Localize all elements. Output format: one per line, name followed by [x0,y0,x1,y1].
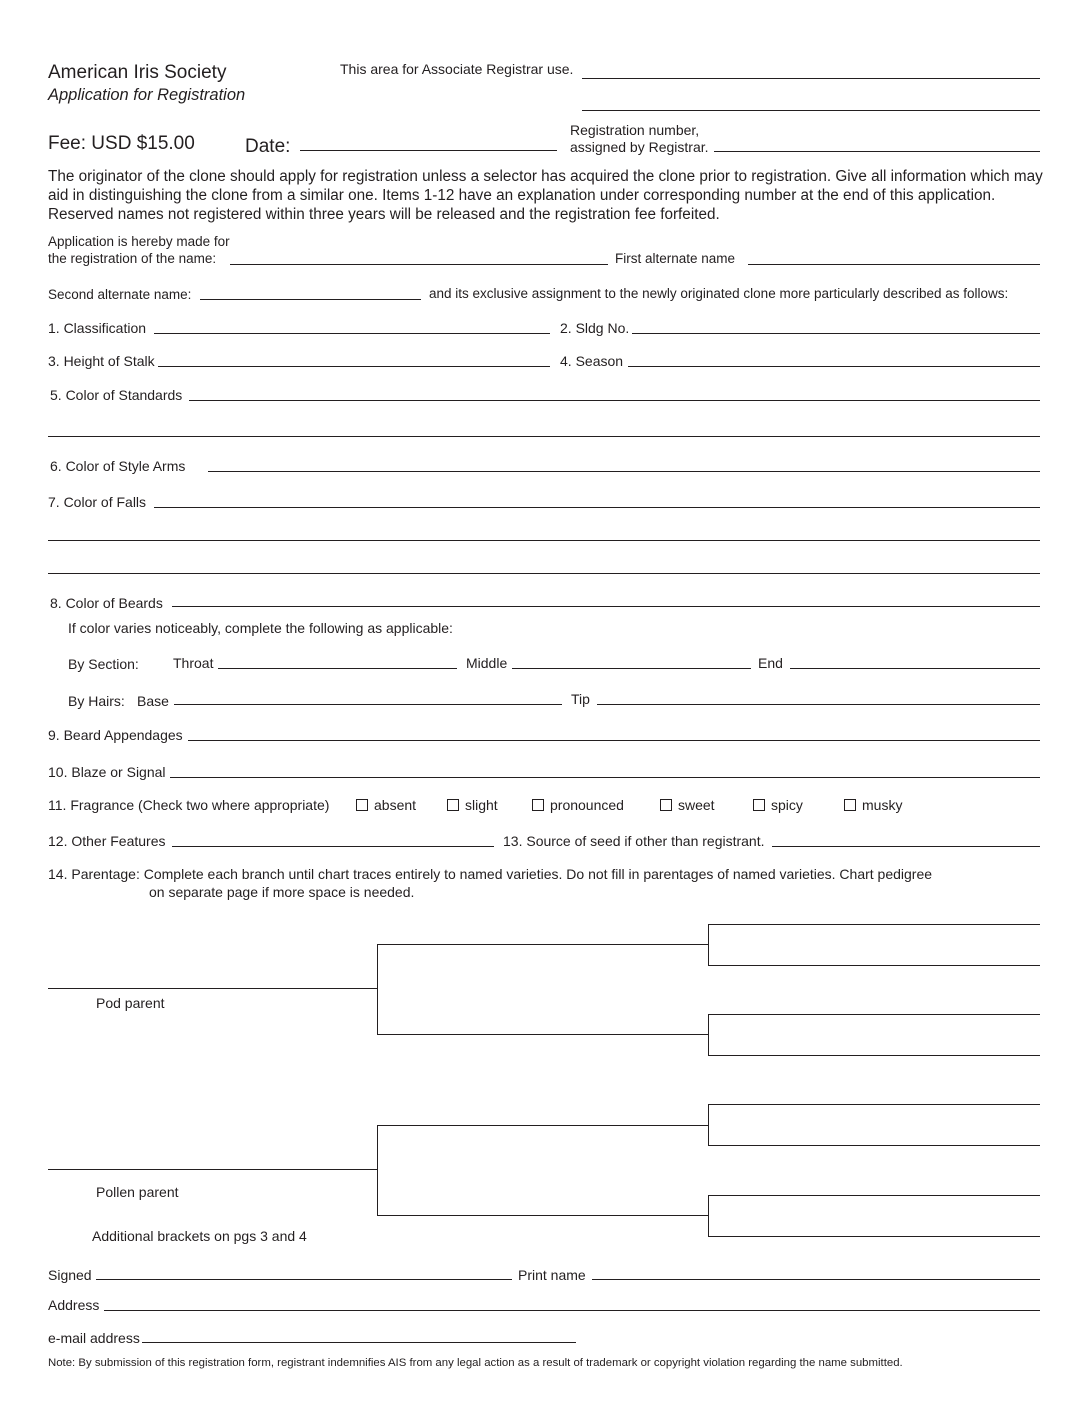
appendages-label: 9. Beard Appendages [48,727,183,743]
reg-number-label-1: Registration number, [570,122,700,138]
seed-source-field[interactable] [772,846,1040,847]
pollen-lower-line[interactable] [377,1215,709,1216]
season-label: 4. Season [560,353,624,369]
beards-label: 8. Color of Beards [50,595,163,611]
fee-label: Fee: USD $15.00 [48,133,195,154]
gp-line-2[interactable] [708,965,1040,966]
checkbox-spicy[interactable] [753,799,765,811]
fragrance-option-absent[interactable] [356,797,416,813]
option-label: spicy [771,797,803,813]
classification-field[interactable] [154,333,550,334]
pod-upper-bracket [708,924,709,965]
checkbox-musky[interactable] [844,799,856,811]
pollen-parent-line[interactable] [48,1169,378,1170]
pollen-bracket [377,1125,378,1215]
date-label: Date: [245,136,291,157]
height-field[interactable] [158,366,550,367]
standards-field-2[interactable] [48,436,1040,437]
blaze-field[interactable] [170,777,1040,778]
application-label-2: the registration of the name: [48,251,217,266]
parentage-label: 14. Parentage: Complete each branch until chart traces entirely to named varieties. Do not fill in parentages of named varieties. Chart pedigree [48,866,933,882]
sldg-no-field[interactable] [632,333,1040,334]
beards-note: If color varies noticeably, complete the following as applicable: [68,620,453,636]
sldg-no-label: 2. Sldg No. [560,320,630,336]
legal-note: Note: By submission of this registration form, registrant indemnifies AIS from any legal action as a result of trademark or copyright violation regarding the name submitted. [48,1357,903,1369]
gp-line-8[interactable] [708,1236,1040,1237]
option-label: sweet [678,797,715,813]
fragrance-label: 11. Fragrance (Check two where appropriate) [48,797,330,813]
checkbox-sweet[interactable] [660,799,672,811]
gp-line-6[interactable] [708,1145,1040,1146]
additional-brackets-note: Additional brackets on pgs 3 and 4 [92,1228,307,1244]
email-field[interactable] [142,1342,576,1343]
falls-field-2[interactable] [48,540,1040,541]
fragrance-option-sweet[interactable] [660,797,715,813]
by-hairs-label: By Hairs: [68,693,125,709]
reg-number-label-2: assigned by Registrar. [570,139,709,155]
gp-line-7[interactable] [708,1195,1040,1196]
season-field[interactable] [628,366,1040,367]
fragrance-option-pronounced[interactable] [532,797,624,813]
standards-label: 5. Color of Standards [50,387,183,403]
option-label: musky [862,797,903,813]
falls-label: 7. Color of Falls [48,494,147,510]
tip-label: Tip [571,691,590,707]
throat-field[interactable] [218,668,457,669]
pollen-lower-bracket [708,1195,709,1236]
fragrance-option-slight[interactable] [447,797,498,813]
first-alt-field[interactable] [748,264,1040,265]
classification-label: 1. Classification [48,320,147,336]
reg-number-field[interactable] [714,151,1040,152]
checkbox-slight[interactable] [447,799,459,811]
pod-bracket [377,944,378,1034]
standards-field[interactable] [189,400,1040,401]
date-field[interactable] [300,150,557,151]
blaze-label: 10. Blaze or Signal [48,764,166,780]
style-arms-field[interactable] [208,471,1040,472]
name-field[interactable] [230,264,608,265]
throat-label: Throat [173,655,214,671]
first-alt-label: First alternate name [615,251,736,266]
end-label: End [758,655,783,671]
gp-line-1[interactable] [708,924,1040,925]
gp-line-3[interactable] [708,1014,1040,1015]
fragrance-option-spicy[interactable] [753,797,803,813]
other-features-field[interactable] [172,846,494,847]
second-alt-field[interactable] [200,299,421,300]
fragrance-option-musky[interactable] [844,797,902,813]
end-field[interactable] [790,668,1040,669]
pollen-upper-bracket [708,1104,709,1145]
option-label: slight [465,797,498,813]
address-label: Address [48,1297,100,1313]
pollen-parent-label: Pollen parent [96,1184,179,1200]
intro-paragraph: The originator of the clone should apply for registration unless a selector has acquired the clone prior to registration. Give all information which may aid in distinguishing the clone from a similar one. Items 1-12 have an explanation under corresponding number at the end of this application. Reserved names not registered within three years will be released and the registration fee forfeited. [48,168,1043,223]
parentage-note: on separate page if more space is needed. [149,884,415,900]
signed-field[interactable] [96,1279,512,1280]
registrar-area-label: This area for Associate Registrar use. [340,61,574,77]
org-title: American Iris Society [48,62,227,83]
tip-field[interactable] [597,704,1040,705]
style-arms-label: 6. Color of Style Arms [50,458,186,474]
falls-field[interactable] [154,507,1040,508]
pod-lower-line[interactable] [377,1034,709,1035]
falls-field-3[interactable] [48,573,1040,574]
pod-upper-line[interactable] [377,944,709,945]
beards-field[interactable] [172,606,1040,607]
gp-line-4[interactable] [708,1055,1040,1056]
print-name-label: Print name [518,1267,586,1283]
assignment-text: and its exclusive assignment to the newly originated clone more particularly described as follows: [429,286,1009,301]
checkbox-absent[interactable] [356,799,368,811]
middle-label: Middle [466,655,508,671]
registrar-line-2[interactable] [582,110,1040,111]
other-features-label: 12. Other Features [48,833,166,849]
print-name-field[interactable] [592,1279,1040,1280]
base-field[interactable] [174,704,562,705]
option-label: absent [374,797,417,813]
checkbox-pronounced[interactable] [532,799,544,811]
gp-line-5[interactable] [708,1104,1040,1105]
pod-parent-label: Pod parent [96,995,165,1011]
email-label: e-mail address [48,1330,140,1346]
pollen-upper-line[interactable] [377,1125,709,1126]
by-section-label: By Section: [68,656,139,672]
signed-label: Signed [48,1267,92,1283]
height-label: 3. Height of Stalk [48,353,155,369]
appendages-field[interactable] [188,740,1040,741]
middle-field[interactable] [512,668,751,669]
second-alt-label: Second alternate name: [48,287,192,302]
seed-source-label: 13. Source of seed if other than registrant. [503,833,765,849]
option-label: pronounced [550,797,624,813]
form-subtitle: Application for Registration [48,86,246,104]
pod-parent-line[interactable] [48,988,378,989]
application-label-1: Application is hereby made for [48,234,230,249]
registrar-line-1[interactable] [582,78,1040,79]
base-label: Base [137,693,169,709]
pod-lower-bracket [708,1014,709,1055]
address-field[interactable] [104,1310,1040,1311]
